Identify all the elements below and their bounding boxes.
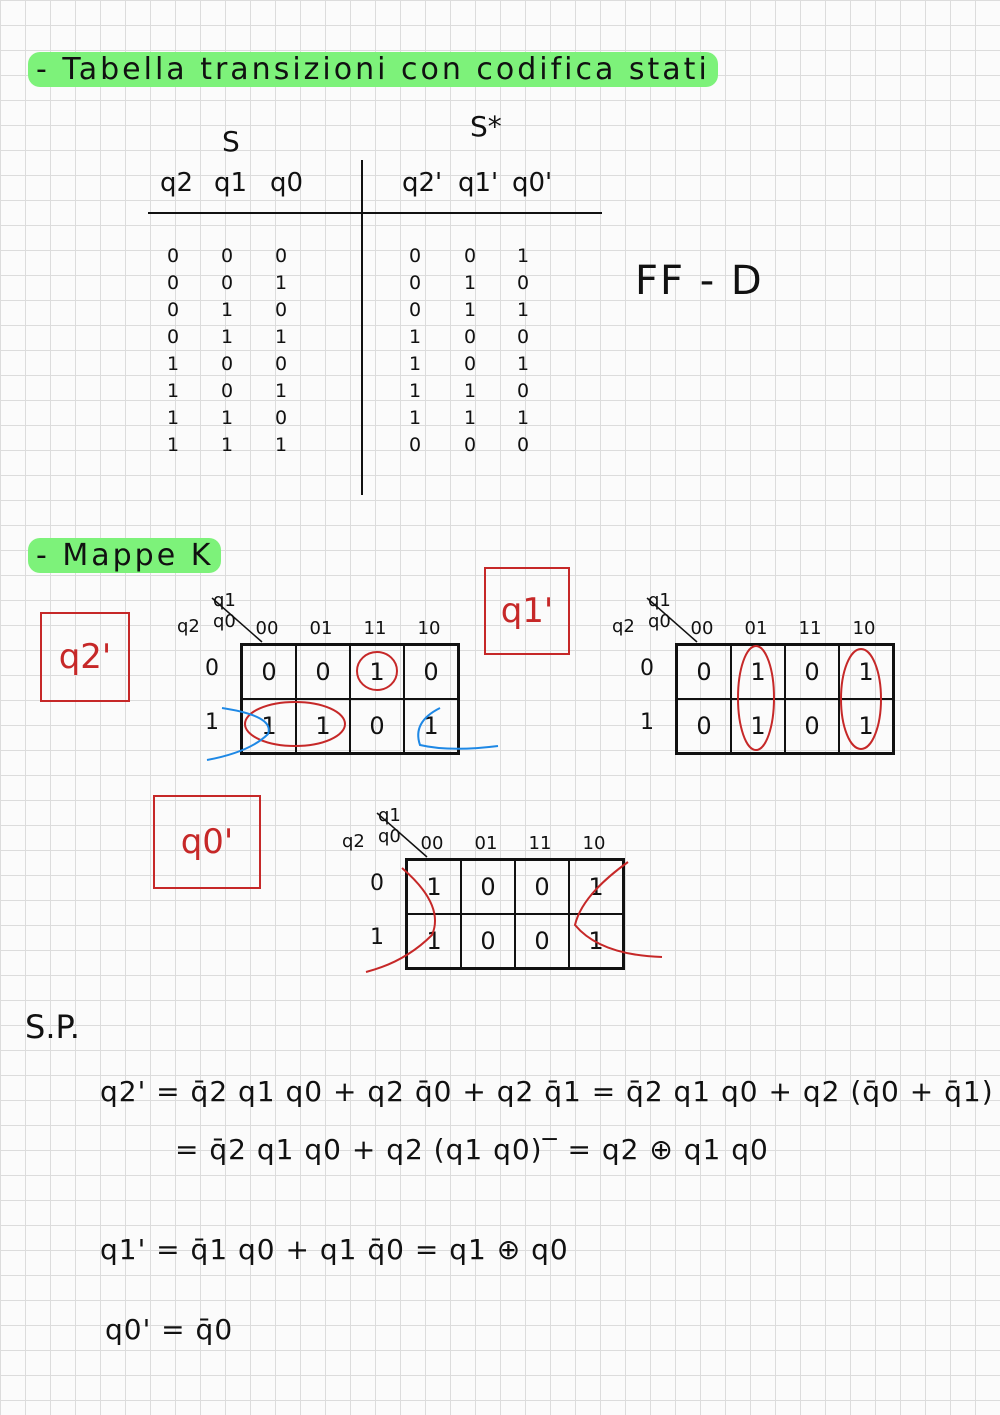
kmap-cell: 0: [515, 914, 569, 968]
table-cell: 1: [463, 299, 477, 321]
table-cell: 0: [463, 434, 477, 456]
table-cell: 0: [220, 245, 234, 267]
kmap-row-header: 1: [640, 710, 654, 735]
equation-q2-line1: q2' = q̄2 q1 q0 + q2 q̄0 + q2 q̄1 = q̄2 q1 q0 + q2 (q̄0 + q̄1): [100, 1075, 994, 1108]
header-q1: q1: [214, 168, 248, 198]
kmap-col-header: 10: [582, 833, 606, 854]
kmap-col-header: 01: [744, 618, 768, 639]
kmap-grid: [240, 643, 460, 755]
kmap-row-header: 1: [205, 710, 219, 735]
table-cell: 1: [220, 407, 234, 429]
kmap-cell: 1: [242, 699, 296, 753]
kmap-cell: 1: [407, 860, 461, 914]
table-cell: 1: [463, 407, 477, 429]
kmap-col-header: 00: [690, 618, 714, 639]
kmap-cell: 1: [404, 699, 458, 753]
equation-q0: q0' = q̄0: [105, 1313, 234, 1346]
kmap-col-var: q1 q0: [378, 805, 401, 847]
header-q0-next: q0': [512, 168, 553, 198]
kmap-col-header: 11: [528, 833, 552, 854]
table-cell: 1: [220, 326, 234, 348]
kmap-cell: 1: [569, 860, 623, 914]
kmap-cell: 0: [677, 645, 731, 699]
kmap-q2-label: q2': [40, 612, 130, 702]
state-label: S: [222, 125, 240, 158]
table-cell: 1: [463, 380, 477, 402]
table-cell: 0: [166, 272, 180, 294]
kmap-cell: 1: [839, 645, 893, 699]
table-horizontal-rule: [148, 212, 602, 214]
ff-d-label: FF - D: [635, 258, 764, 304]
table-cell: 1: [274, 380, 288, 402]
kmap-cell: 0: [296, 645, 350, 699]
kmap-col-header: 00: [255, 618, 279, 639]
table-cell: 0: [166, 299, 180, 321]
table-cell: 1: [166, 353, 180, 375]
table-cell: 0: [408, 434, 422, 456]
kmap-col-header: 00: [420, 833, 444, 854]
kmap-col-header: 10: [417, 618, 441, 639]
kmap-cell: 0: [677, 699, 731, 753]
table-cell: 0: [274, 407, 288, 429]
kmap-q1-label: q1': [484, 567, 570, 655]
table-cell: 1: [516, 299, 530, 321]
next-state-label: S*: [470, 110, 502, 143]
table-cell: 1: [166, 380, 180, 402]
table-cell: 1: [408, 326, 422, 348]
table-cell: 0: [516, 326, 530, 348]
kmap-col-var: q1 q0: [648, 590, 671, 632]
kmap-q0-label: q0': [153, 795, 261, 889]
header-q2-next: q2': [402, 168, 443, 198]
kmap-row-header: 0: [205, 656, 219, 681]
kmap-cell: 0: [242, 645, 296, 699]
kmap-grid: [675, 643, 895, 755]
table-cell: 1: [516, 353, 530, 375]
table-cell: 0: [516, 434, 530, 456]
kmap-cell: 1: [731, 645, 785, 699]
kmap-cell: 1: [839, 699, 893, 753]
header-q0: q0: [270, 168, 304, 198]
table-cell: 0: [408, 272, 422, 294]
table-vertical-rule: [361, 160, 363, 495]
kmap-col-header: 01: [309, 618, 333, 639]
table-cell: 1: [274, 434, 288, 456]
section-title-kmaps: - Mappe K: [28, 538, 221, 573]
kmap-cell: 0: [350, 699, 404, 753]
table-cell: 1: [274, 326, 288, 348]
sp-label: S.P.: [25, 1008, 80, 1046]
header-q2: q2: [160, 168, 194, 198]
table-cell: 1: [516, 245, 530, 267]
kmap-cell: 1: [731, 699, 785, 753]
table-cell: 0: [274, 245, 288, 267]
table-cell: 1: [408, 353, 422, 375]
table-cell: 0: [463, 326, 477, 348]
kmap-cell: 0: [404, 645, 458, 699]
kmap-cell: 1: [569, 914, 623, 968]
kmap-grid: [405, 858, 625, 970]
kmap-cell: 1: [296, 699, 350, 753]
table-cell: 0: [408, 299, 422, 321]
kmap-cell: 0: [785, 699, 839, 753]
kmap-row-var: q2: [612, 616, 635, 637]
table-cell: 1: [408, 380, 422, 402]
table-cell: 0: [220, 380, 234, 402]
header-q1-next: q1': [458, 168, 499, 198]
table-cell: 1: [274, 272, 288, 294]
equation-q1: q1' = q̄1 q0 + q1 q̄0 = q1 ⊕ q0: [100, 1233, 569, 1266]
table-cell: 0: [408, 245, 422, 267]
table-cell: 0: [516, 380, 530, 402]
table-cell: 1: [220, 299, 234, 321]
table-cell: 0: [463, 245, 477, 267]
table-cell: 1: [408, 407, 422, 429]
kmap-row-header: 0: [370, 871, 384, 896]
table-cell: 0: [463, 353, 477, 375]
kmap-col-header: 01: [474, 833, 498, 854]
table-cell: 0: [274, 299, 288, 321]
kmap-cell: 0: [515, 860, 569, 914]
table-cell: 0: [274, 353, 288, 375]
table-cell: 1: [463, 272, 477, 294]
equation-q2-line2: = q̄2 q1 q0 + q2 (q1 q0)‾ = q2 ⊕ q1 q0: [175, 1133, 769, 1166]
kmap-cell: 0: [461, 914, 515, 968]
table-cell: 0: [166, 326, 180, 348]
kmap-col-var: q1 q0: [213, 590, 236, 632]
kmap-col-header: 10: [852, 618, 876, 639]
kmap-cell: 1: [407, 914, 461, 968]
kmap-row-var: q2: [342, 831, 365, 852]
table-cell: 1: [166, 407, 180, 429]
kmap-cell: 0: [785, 645, 839, 699]
kmap-row-var: q2: [177, 616, 200, 637]
kmap-cell: 0: [461, 860, 515, 914]
table-cell: 0: [516, 272, 530, 294]
kmap-col-header: 11: [798, 618, 822, 639]
table-cell: 1: [166, 434, 180, 456]
kmap-row-header: 0: [640, 656, 654, 681]
table-cell: 1: [516, 407, 530, 429]
kmap-cell: 1: [350, 645, 404, 699]
kmap-row-header: 1: [370, 925, 384, 950]
section-title-transitions: - Tabella transizioni con codifica stati: [28, 52, 718, 87]
table-cell: 0: [166, 245, 180, 267]
table-cell: 0: [220, 272, 234, 294]
kmap-col-header: 11: [363, 618, 387, 639]
table-cell: 0: [220, 353, 234, 375]
table-cell: 1: [220, 434, 234, 456]
